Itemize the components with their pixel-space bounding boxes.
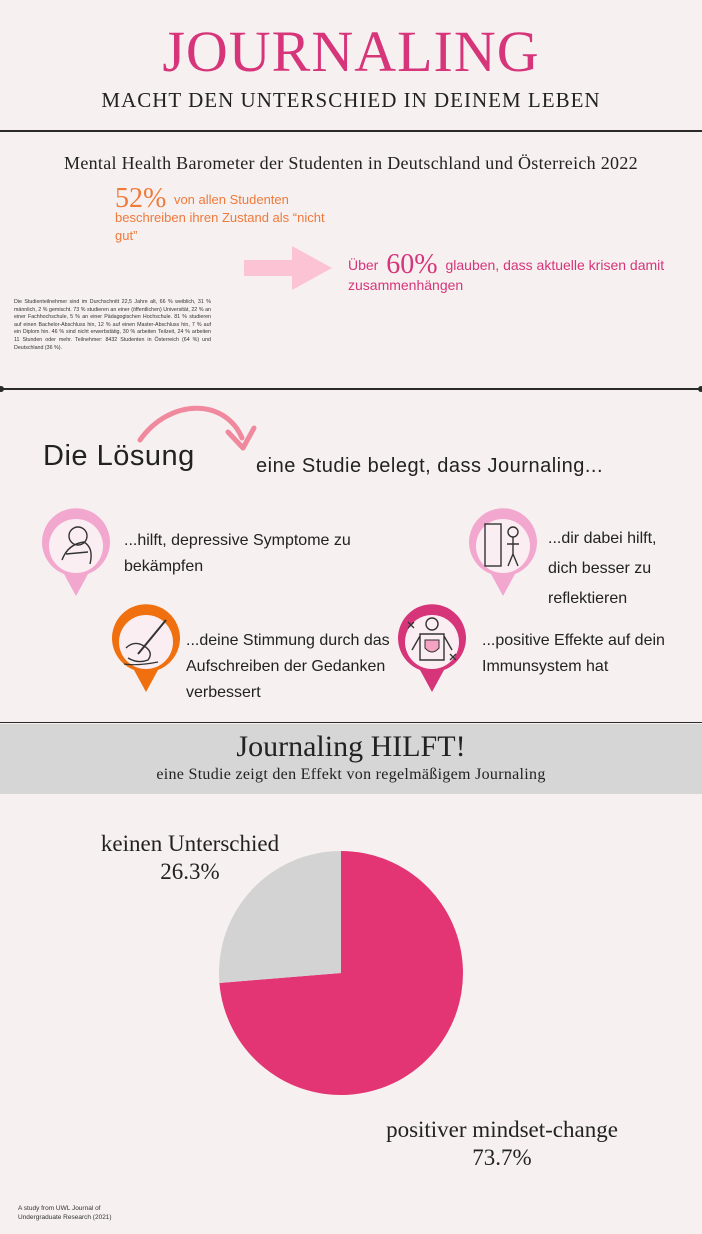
stat-52-text: von allen Studenten beschreiben ihren Zustand als “nicht gut” [115, 192, 325, 243]
stat-60-number: 60% [386, 249, 438, 280]
benefit-1: ...hilft, depressive Symptome zu bekämpfen [124, 532, 351, 575]
source-note: A study from UWL Journal of Undergraduate Research (2021) [18, 1205, 112, 1221]
arrow-right-icon [240, 240, 336, 296]
pie-label-keinen-unterschied [70, 830, 310, 886]
mirror-icon [465, 508, 541, 598]
benefit-3: ...deine Stimmung durch das Aufschreiben der Gedanken verbessert [186, 632, 390, 701]
page-title: JOURNALING [162, 19, 540, 84]
writing-hand-icon [108, 604, 184, 694]
divider [0, 130, 702, 132]
divider [0, 722, 702, 723]
barometer-title: Mental Health Barometer der Studenten in Deutschland und Österreich 2022 [64, 153, 638, 173]
stat-60-prefix: Über [348, 257, 379, 273]
pie-label-name: keinen Unterschied [100, 831, 280, 856]
stat-60 [348, 249, 668, 295]
solution-intro: eine Studie belegt, dass Journaling... [256, 455, 603, 477]
stat-52-number: 52% [115, 183, 167, 214]
benefit-2: ...dir dabei hilft, dich besser zu reflektieren [548, 530, 657, 607]
pie-label-positiver-mindset-change [362, 1116, 642, 1172]
solution-heading: Die Lösung [43, 440, 195, 472]
pie-label-name: positiver mindset-change [386, 1117, 618, 1142]
divider-dot [698, 386, 702, 392]
pie-label-value: 26.3% [160, 859, 220, 884]
sad-person-icon [38, 508, 114, 598]
result-heading: Journaling HILFT! [236, 730, 466, 763]
stat-52 [115, 183, 345, 245]
benefit-4: ...positive Effekte auf dein Immunsystem hat [482, 632, 665, 675]
divider-dot [0, 386, 4, 392]
stat-60-text: glauben, dass aktuelle krisen damit zusammenhängen [348, 257, 665, 293]
study-fineprint: Die Studienteilnehmer sind im Durchschnitt 22,5 Jahre alt, 66 % weiblich, 31 % männlich, 2 % gemischt. 73 % studieren an einer (öffentlichen) Universität, 22 % an einer Fachhochschule, 5 % an einer Pädagogischen Hochschule. 81 % studieren auf einen Bachelor-Abschluss hin, 12 % auf einen Master-Abschluss hin, 7 % auf ein Diplom hin. 46 % sind nicht erwerbstätig, 30 % arbeiten Teilzeit, 24 % arbeiten 11 Stunden oder mehr. Teilnehmer: 8432 Studenten in Österreich (64 %) und Deutschland (36 %). [14, 299, 211, 351]
pie-label-value: 73.7% [472, 1145, 532, 1170]
immune-shield-icon [394, 604, 470, 694]
divider [0, 388, 702, 390]
result-subheading: eine Studie zeigt den Effekt von regelmäßigem Journaling [156, 766, 546, 783]
page-subtitle: MACHT DEN UNTERSCHIED IN DEINEM LEBEN [101, 88, 601, 112]
